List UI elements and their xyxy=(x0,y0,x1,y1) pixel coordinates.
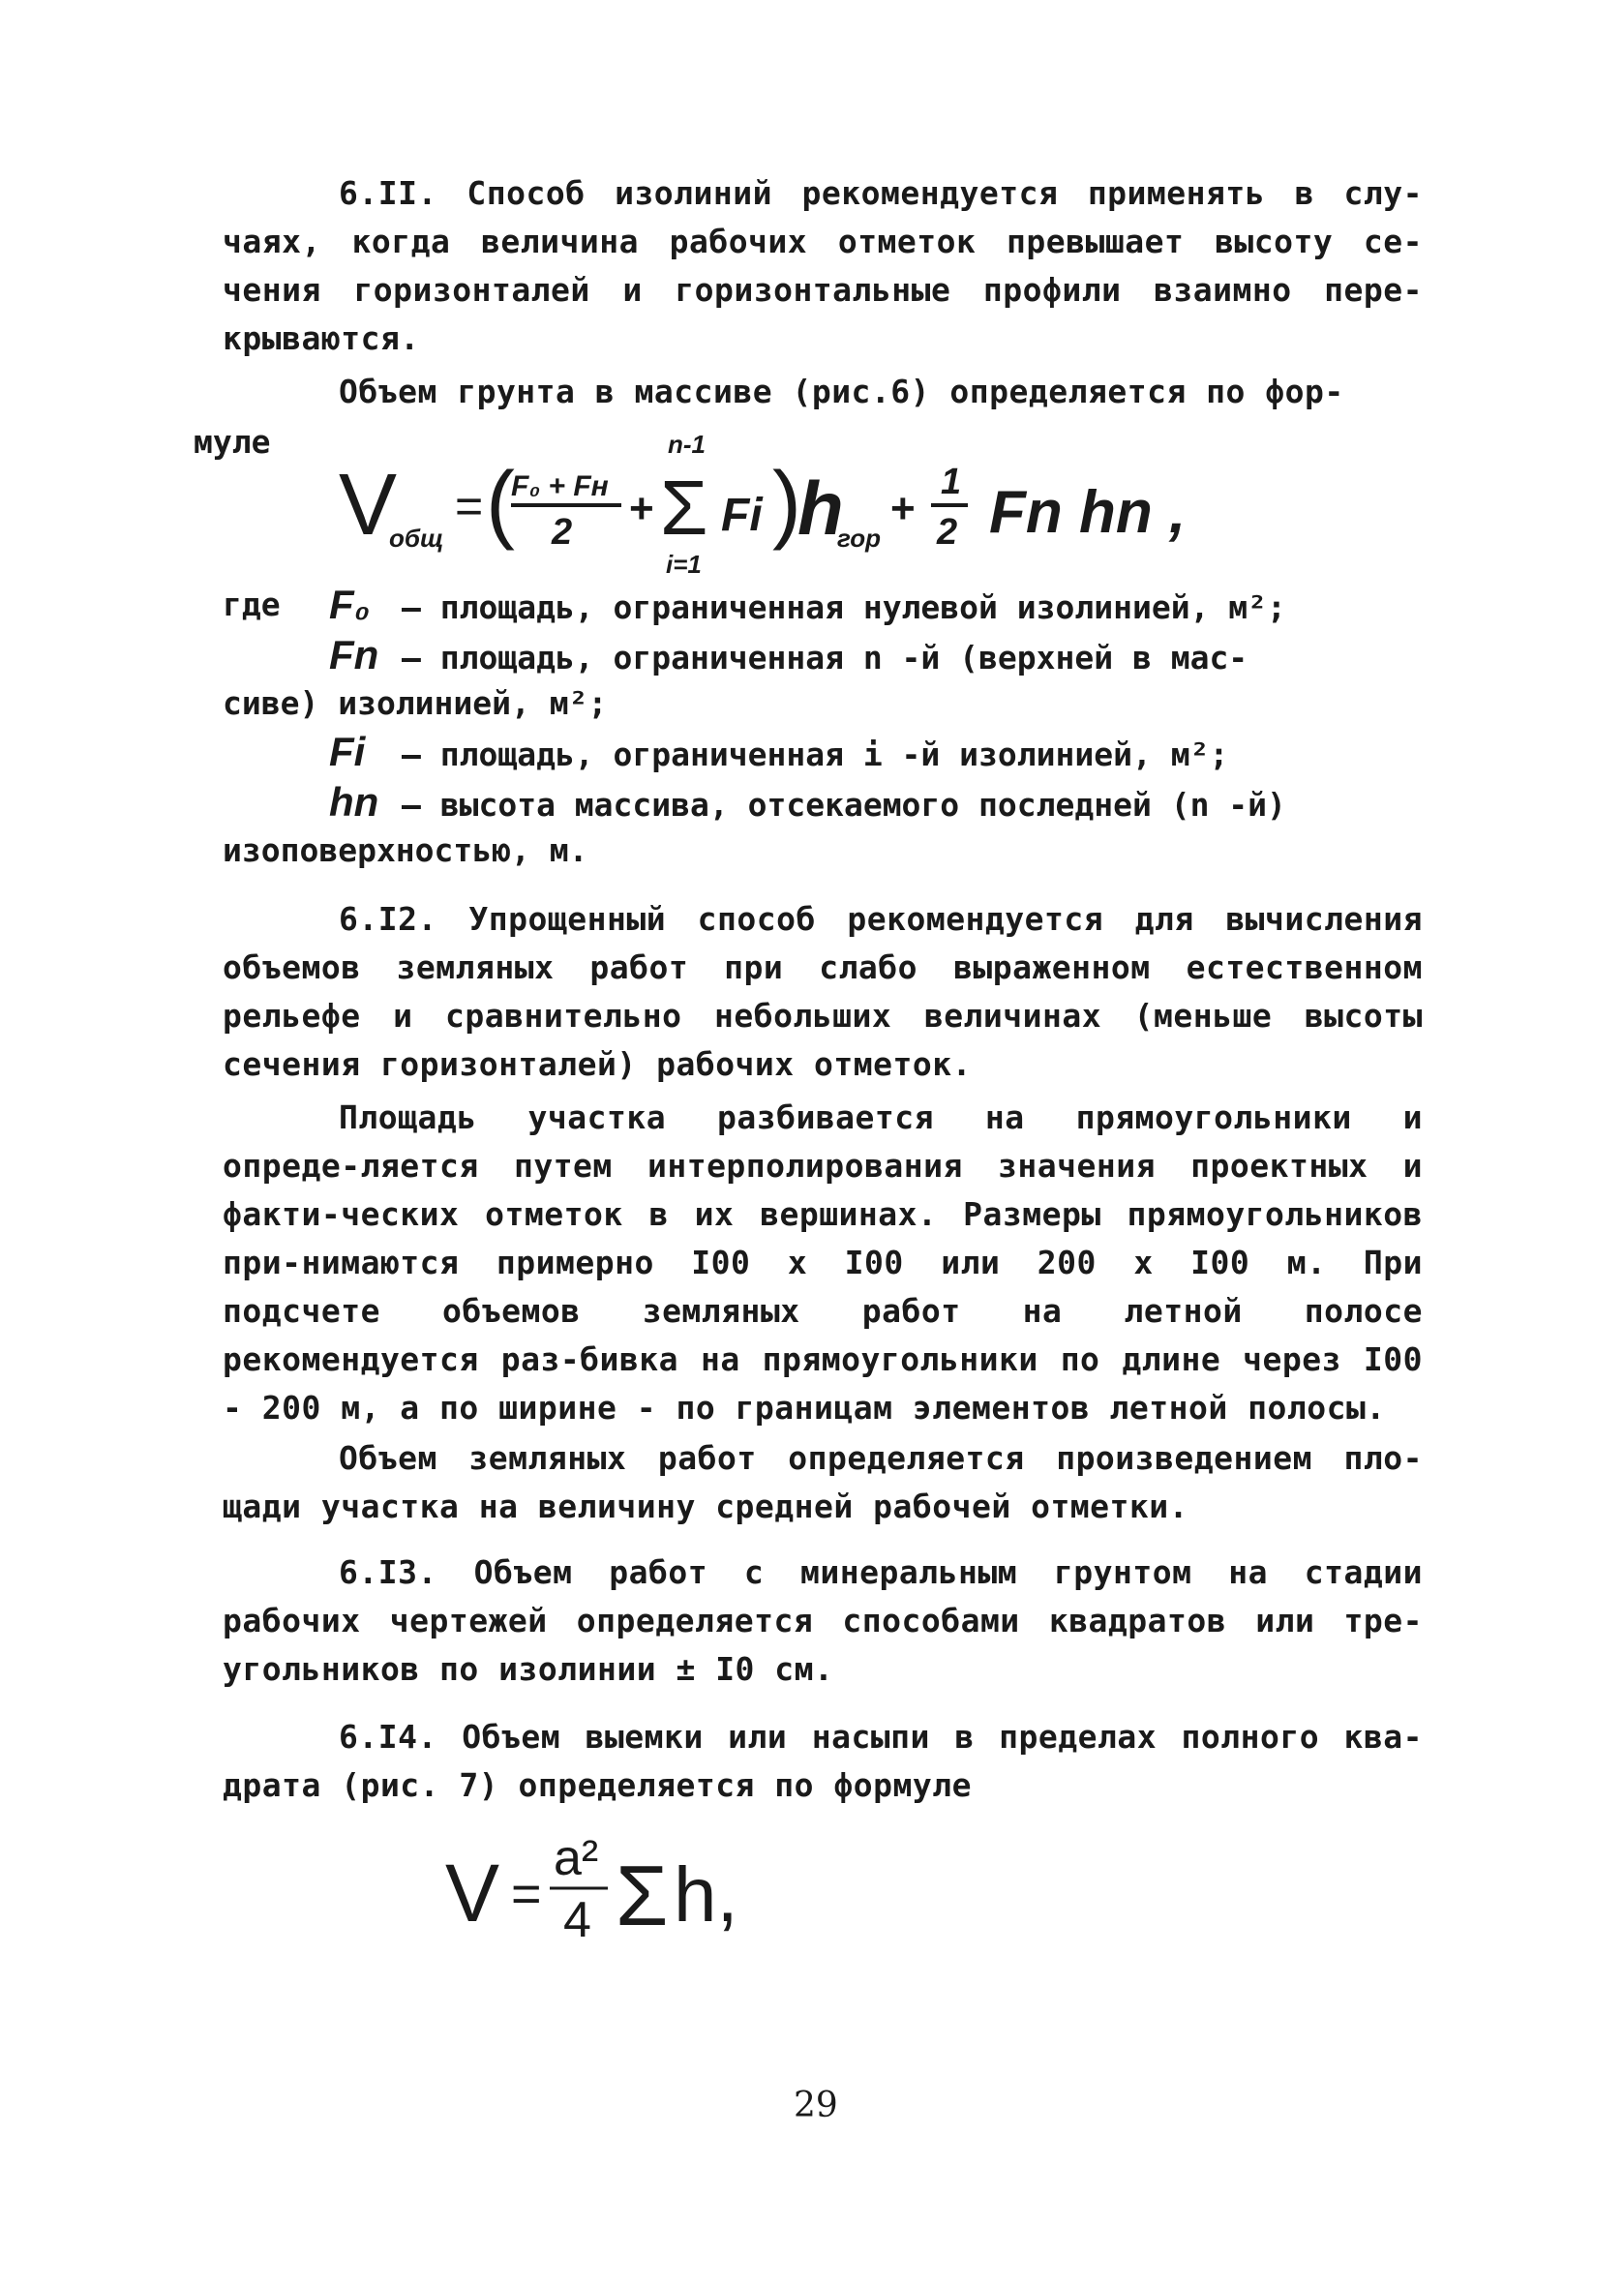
formula1-half-den: 2 xyxy=(937,512,958,553)
where-item-fi xyxy=(329,728,1228,779)
where-item-fn-cont: сиве) изолинией, м²; xyxy=(223,684,608,722)
formula1-sigma: Σ xyxy=(660,465,708,551)
formula2-equals: = xyxy=(511,1865,542,1923)
formula1-h: h xyxy=(797,466,844,551)
where-symbol: Fn xyxy=(329,632,379,677)
where-text: – площадь, ограниченная i -й изолинией, м²; xyxy=(402,736,1229,773)
formula1-plus: + xyxy=(629,485,654,532)
paragraph-6-12: 6.I2. Упрощенный способ рекомендуется для вычисления объемов земляных работ при слабо выраженном естественном рельефе и сравнительно небольших величинах (меньше высоты сечения горизонталей) рабочих отметок. xyxy=(223,900,1423,1083)
formula1-frac-num: F₀ + Fн xyxy=(511,470,609,502)
formula1-lhs: V xyxy=(339,457,398,554)
formula2-num: a² xyxy=(554,1830,599,1886)
where-text: – площадь, ограниченная нулевой изолинией, м²; xyxy=(402,588,1286,626)
paragraph-6-14: 6.I4. Объем выемки или насыпи в пределах полного ква-драта (рис. 7) определяется по формуле xyxy=(223,1718,1423,1804)
formula2-term: h, xyxy=(674,1851,738,1938)
where-symbol: Fi xyxy=(329,729,366,774)
formula1-lhs-sub: общ xyxy=(389,524,444,553)
paragraph-area-division: Площадь участка разбивается на прямоугольники и опреде-ляется путем интерполирования значения проектных и факти-ческих отметок в их вершинах. Размеры прямоугольников при-нимаются примерно I00 x I00 или 200 x I00 м. При подсчете объемов земляных работ на летной полосе рекомендуется раз-бивка на прямоугольники по длине через I00 - 200 м, а по ширине - по границам элементов летной полосы. xyxy=(223,1098,1423,1427)
formula2-den: 4 xyxy=(563,1892,591,1948)
paragraph-volume-intro: Объем грунта в массиве (рис.6) определяется по фор- xyxy=(339,373,1344,410)
formula-volume-total-svg xyxy=(339,426,1187,581)
formula-square-volume xyxy=(445,1824,852,1964)
formula1-open-paren: ( xyxy=(486,455,515,552)
where-item-hn-cont: изоповерхностью, м. xyxy=(223,831,588,869)
page-number: 29 xyxy=(794,2086,838,2125)
formula-volume-total xyxy=(339,426,1187,585)
where-symbol: hn xyxy=(329,779,379,825)
formula2-lhs: V xyxy=(445,1848,500,1939)
formula1-plus2: + xyxy=(890,485,916,532)
formula1-frac-den: 2 xyxy=(552,512,573,553)
formula1-close-paren: ) xyxy=(772,455,801,552)
paragraph-6-13: 6.I3. Объем работ с минеральным грунтом на стадии рабочих чертежей определяется способами квадратов или тре-угольников по изолинии ± I0 см. xyxy=(223,1553,1423,1688)
where-text: – высота массива, отсекаемого последней (n -й) xyxy=(402,786,1286,824)
where-item-hn xyxy=(329,778,1286,829)
where-intro: где xyxy=(223,586,281,623)
formula-square-volume-svg xyxy=(445,1824,852,1960)
formula1-half-num: 1 xyxy=(941,462,962,502)
paragraph-volume-product: Объем земляных работ определяется произведением пло-щади участка на величину средней рабочей отметки. xyxy=(223,1439,1423,1525)
formula1-sum-top: n-1 xyxy=(668,430,706,459)
formula2-sigma: Σ xyxy=(616,1848,669,1943)
formula1-sum-term: Fi xyxy=(721,490,763,541)
where-item-f0 xyxy=(329,581,1286,632)
where-text: – площадь, ограниченная n -й (верхней в мас- xyxy=(402,639,1248,676)
formula1-tail: Fn hn , xyxy=(989,479,1187,546)
formula1-equals: = xyxy=(455,479,484,533)
formula1-sum-bottom: i=1 xyxy=(666,550,702,579)
paragraph-volume-intro-cont: муле xyxy=(194,423,271,461)
formula1-h-sub: гор xyxy=(837,524,881,553)
paragraph-6-11: 6.II. Способ изолиний рекомендуется применять в слу-чаях, когда величина рабочих отметок превышает высоту се-чения горизонталей и горизонтальные профили взаимно пере-крываются. xyxy=(223,174,1423,357)
where-item-fn xyxy=(329,631,1248,682)
where-symbol: F₀ xyxy=(329,582,371,627)
